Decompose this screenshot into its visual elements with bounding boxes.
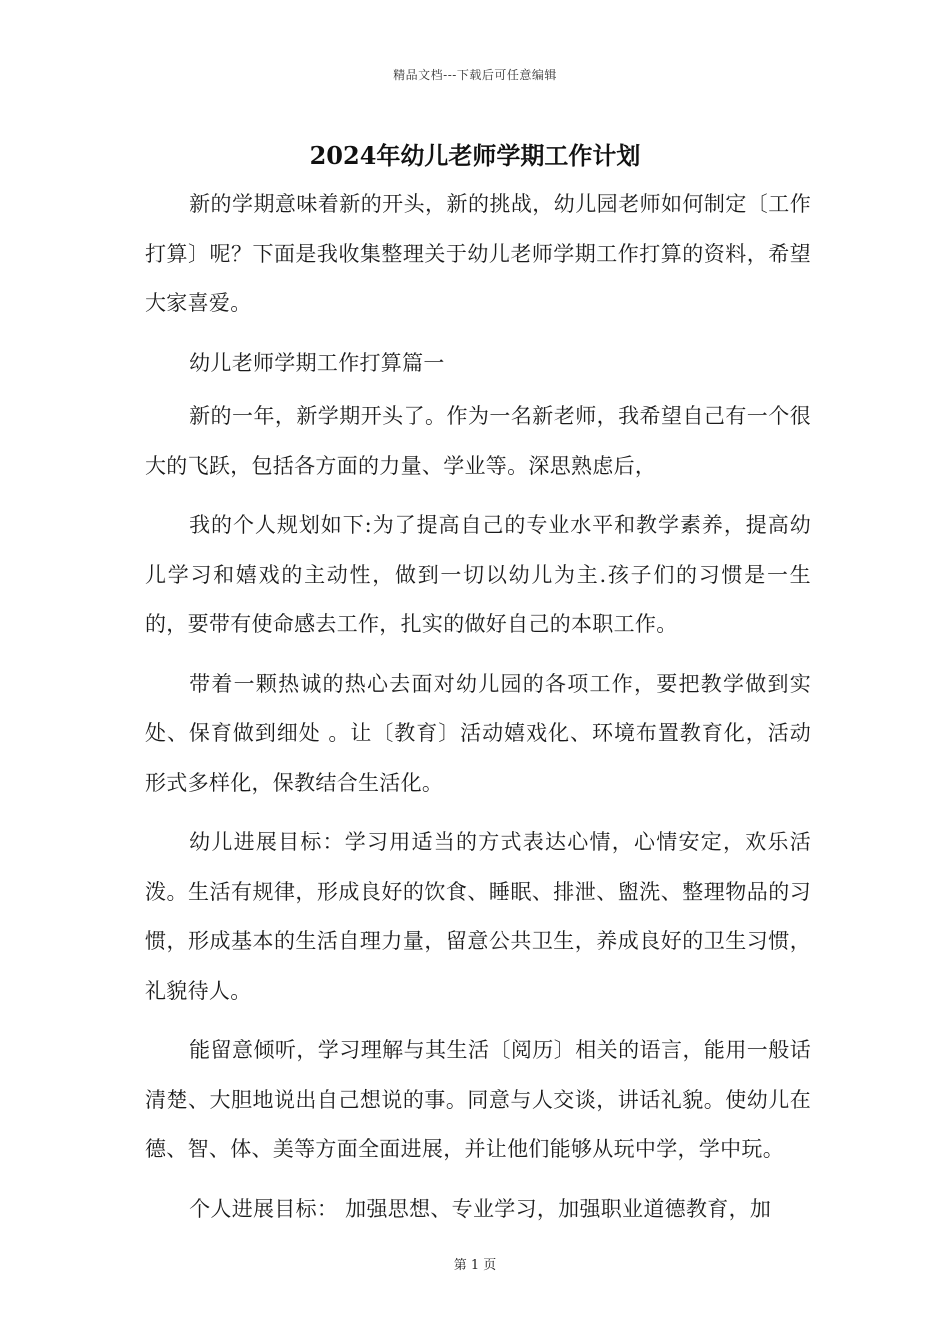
paragraph: 带着一颗热诚的热心去面对幼儿园的各项工作，要把教学做到实处、保育做到细处 。让〔教育〕活动嬉戏化、环境布置教育化，活动形式多样化，保教结合生活化。 bbox=[145, 671, 811, 795]
paragraph: 幼儿进展目标：学习用适当的方式表达心情，心情安定，欢乐活泼。生活有规律，形成良好的饮食、睡眠、排泄、盥洗、整理物品的习惯，形成基本的生活自理力量，留意公共卫生，养成良好的卫生习惯，礼貌待人。 bbox=[145, 830, 811, 1003]
document-body bbox=[145, 180, 811, 1244]
paragraph: 能留意倾听，学习理解与其生活〔阅历〕相关的语言，能用一般话清楚、大胆地说出自己想说的事。同意与人交谈，讲话礼貌。使幼儿在德、智、体、美等方面全面进展，并让他们能够从玩中学，学中玩。 bbox=[145, 1038, 811, 1161]
page-number: 第 1 页 bbox=[453, 1258, 497, 1273]
paragraph-intro: 新的学期意味着新的开头，新的挑战，幼儿园老师如何制定〔工作打算〕呢？下面是我收集整理关于幼儿老师学期工作打算的资料，希望大家喜爱。 bbox=[145, 192, 811, 315]
paragraph: 我的个人规划如下:为了提高自己的专业水平和教学素养，提高幼儿学习和嬉戏的主动性，做到一切以幼儿为主.孩子们的习惯是一生的，要带有使命感去工作，扎实的做好自己的本职工作。 bbox=[145, 513, 811, 636]
page-header-note: 精品文档---下载后可任意编辑 bbox=[393, 68, 557, 82]
section-heading: 幼儿老师学期工作打算篇一 bbox=[189, 350, 445, 375]
document-title: 2024年幼儿老师学期工作计划 bbox=[309, 141, 641, 170]
paragraph: 新的一年，新学期开头了。作为一名新老师，我希望自己有一个很大的飞跃，包括各方面的力量、学业等。深思熟虑后， bbox=[145, 404, 811, 478]
paragraph: 个人进展目标： 加强思想、专业学习，加强职业道德教育，加 bbox=[189, 1196, 772, 1221]
